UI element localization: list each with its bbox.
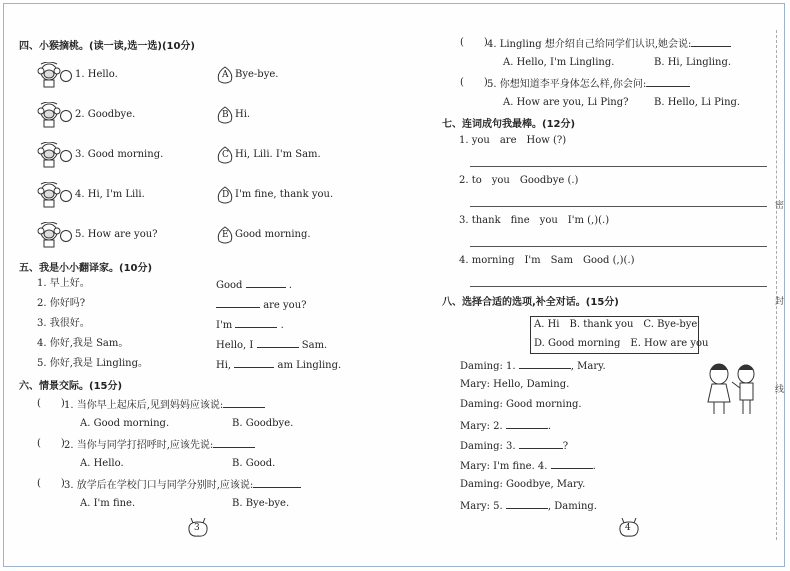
dialogue-text: Daming: 1. bbox=[460, 361, 516, 372]
answer-suffix: are you? bbox=[263, 300, 307, 311]
monkey-icon bbox=[37, 182, 61, 208]
translate-answer-row bbox=[216, 298, 307, 312]
dialogue-suffix: , Daming. bbox=[547, 501, 597, 512]
translate-question: 1. 早上好。 bbox=[37, 278, 90, 289]
answer-suffix: am Lingling. bbox=[277, 360, 342, 371]
dialogue-blank[interactable] bbox=[551, 459, 593, 469]
option-b[interactable]: B. Good. bbox=[232, 458, 276, 469]
option-a[interactable]: A. I'm fine. bbox=[80, 498, 136, 509]
situation-question bbox=[64, 438, 255, 452]
option-b[interactable]: B. Hi, Lingling. bbox=[654, 57, 732, 68]
answer-line[interactable] bbox=[470, 206, 767, 207]
seal-char-3: 线 bbox=[775, 385, 785, 395]
answer-circle[interactable] bbox=[60, 190, 72, 202]
answer-paren[interactable]: ( ) bbox=[37, 438, 65, 449]
option-b[interactable]: B. Goodbye. bbox=[232, 418, 294, 429]
option-a[interactable]: A. Good morning. bbox=[80, 418, 170, 429]
dialogue-line bbox=[460, 419, 551, 433]
option-a[interactable]: A. Hello, I'm Lingling. bbox=[503, 57, 615, 68]
section-7-title: 七、连词成句我最棒。(12分) bbox=[442, 119, 576, 130]
question-blank[interactable] bbox=[691, 37, 731, 47]
answer-paren[interactable]: ( ) bbox=[37, 398, 65, 409]
monkey-icon bbox=[37, 142, 61, 168]
answer-line[interactable] bbox=[470, 166, 767, 167]
options-row-2: D. Good morning E. How are you bbox=[534, 338, 709, 349]
dialogue-line bbox=[460, 359, 606, 373]
dialogue-text: Daming: 3. bbox=[460, 441, 516, 452]
children-illustration bbox=[702, 360, 764, 418]
section-4-title: 四、小猴摘桃。(读一读,选一选)(10分) bbox=[19, 41, 195, 52]
answer-paren[interactable]: ( ) bbox=[460, 77, 488, 88]
dialogue-text: Daming: Good morning. bbox=[460, 399, 582, 410]
translate-question: 4. 你好,我是 Sam。 bbox=[37, 338, 129, 349]
page-number-right: 4 bbox=[625, 523, 631, 533]
option-b[interactable]: B. Hello, Li Ping. bbox=[654, 97, 741, 108]
situation-question bbox=[487, 77, 690, 91]
match-answer: Good morning. bbox=[235, 229, 311, 240]
peach-letter: D bbox=[222, 190, 230, 200]
peach-letter: A bbox=[222, 70, 229, 80]
section-6-title: 六、情景交际。(15分) bbox=[19, 381, 123, 392]
translate-answer-row bbox=[216, 318, 284, 332]
answer-circle[interactable] bbox=[60, 110, 72, 122]
question-blank[interactable] bbox=[646, 77, 690, 87]
dialogue-blank[interactable] bbox=[519, 359, 571, 369]
option-b[interactable]: B. Bye-bye. bbox=[232, 498, 290, 509]
answer-suffix: Sam. bbox=[301, 340, 328, 351]
page-number-left: 3 bbox=[194, 523, 200, 533]
dialogue-suffix: ? bbox=[562, 441, 569, 452]
answer-prefix: Hello, I bbox=[216, 340, 254, 351]
dialogue-line bbox=[460, 499, 597, 513]
seal-line bbox=[776, 30, 777, 540]
dialogue-line bbox=[460, 399, 582, 411]
answer-prefix: I'm bbox=[216, 320, 233, 331]
word-order-item: 1. you are How (?) bbox=[459, 135, 567, 146]
match-answer: Hi. bbox=[235, 109, 251, 120]
dialogue-text: Mary: I'm fine. 4. bbox=[460, 461, 548, 472]
dialogue-line bbox=[460, 459, 596, 473]
section-8-title: 八、选择合适的选项,补全对话。(15分) bbox=[442, 297, 619, 308]
situation-question bbox=[487, 37, 731, 51]
dialogue-text: Daming: Goodbye, Mary. bbox=[460, 479, 586, 490]
dialogue-suffix: . bbox=[592, 461, 596, 472]
dialogue-blank[interactable] bbox=[506, 419, 548, 429]
translate-answer-row bbox=[216, 338, 327, 352]
peach-letter: B bbox=[222, 110, 229, 120]
monkey-icon bbox=[37, 102, 61, 128]
match-prompt: 1. Hello. bbox=[75, 69, 118, 80]
question-text: 1. 当你早上起床后,见到妈妈应该说: bbox=[64, 400, 224, 411]
translate-question: 3. 我很好。 bbox=[37, 318, 90, 329]
answer-circle[interactable] bbox=[60, 150, 72, 162]
answer-prefix: Good bbox=[216, 280, 243, 291]
match-answer: I'm fine, thank you. bbox=[235, 189, 334, 200]
word-order-item: 3. thank fine you I'm (,)(.) bbox=[459, 215, 610, 226]
translate-answer-row bbox=[216, 358, 341, 372]
dialogue-suffix: . bbox=[547, 421, 552, 432]
answer-blank[interactable] bbox=[246, 278, 286, 288]
dialogue-line bbox=[460, 379, 569, 391]
translate-question: 2. 你好吗? bbox=[37, 298, 86, 309]
options-row-1: A. Hi B. thank you C. Bye-bye bbox=[534, 319, 698, 330]
section-5-title: 五、我是小小翻译家。(10分) bbox=[19, 263, 153, 274]
question-blank[interactable] bbox=[253, 478, 301, 488]
match-answer: Bye-bye. bbox=[235, 69, 279, 80]
dialogue-text: Mary: Hello, Daming. bbox=[460, 379, 570, 390]
seal-char-1: 密 bbox=[775, 201, 785, 211]
answer-line[interactable] bbox=[470, 286, 767, 287]
translate-answer-row bbox=[216, 278, 292, 292]
translate-question: 5. 你好,我是 Lingling。 bbox=[37, 358, 148, 369]
dialogue-text: Mary: 2. bbox=[460, 421, 503, 432]
question-text: 2. 当你与同学打招呼时,应该先说: bbox=[64, 440, 214, 451]
question-blank[interactable] bbox=[213, 438, 255, 448]
peach-letter: E bbox=[222, 230, 229, 240]
match-prompt: 2. Goodbye. bbox=[75, 109, 136, 120]
match-answer: Hi, Lili. I'm Sam. bbox=[235, 149, 321, 160]
situation-question bbox=[64, 478, 301, 492]
answer-suffix: . bbox=[288, 280, 292, 291]
word-order-item: 4. morning I'm Sam Good (,)(.) bbox=[459, 255, 635, 266]
option-a[interactable]: A. How are you, Li Ping? bbox=[503, 97, 629, 108]
word-order-item: 2. to you Goodbye (.) bbox=[459, 175, 579, 186]
dialogue-blank[interactable] bbox=[519, 439, 563, 449]
answer-circle[interactable] bbox=[60, 230, 72, 242]
answer-line[interactable] bbox=[470, 246, 767, 247]
question-blank[interactable] bbox=[223, 398, 265, 408]
situation-question bbox=[64, 398, 265, 412]
answer-blank[interactable] bbox=[235, 318, 277, 328]
answer-paren[interactable]: ( ) bbox=[37, 478, 65, 489]
match-prompt: 3. Good morning. bbox=[75, 149, 164, 160]
dialogue-text: Mary: 5. bbox=[460, 501, 503, 512]
question-text: 5. 你想知道李平身体怎么样,你会问: bbox=[487, 79, 647, 90]
question-text: 4. Lingling 想介绍自己给同学们认识,她会说: bbox=[487, 39, 692, 50]
match-prompt: 4. Hi, I'm Lili. bbox=[75, 189, 145, 200]
dialogue-line bbox=[460, 439, 568, 453]
answer-circle[interactable] bbox=[60, 70, 72, 82]
answer-blank[interactable] bbox=[257, 338, 299, 348]
dialogue-line bbox=[460, 479, 585, 491]
answer-blank[interactable] bbox=[216, 298, 260, 308]
peach-letter: C bbox=[222, 150, 229, 160]
dialogue-suffix: , Mary. bbox=[570, 361, 606, 372]
seal-char-2: 封 bbox=[775, 297, 785, 307]
option-a[interactable]: A. Hello. bbox=[80, 458, 124, 469]
answer-suffix: . bbox=[280, 320, 284, 331]
monkey-icon bbox=[37, 222, 61, 248]
answer-prefix: Hi, bbox=[216, 360, 232, 371]
question-text: 3. 放学后在学校门口与同学分别时,应该说: bbox=[64, 480, 254, 491]
answer-blank[interactable] bbox=[234, 358, 274, 368]
dialogue-blank[interactable] bbox=[506, 499, 548, 509]
monkey-icon bbox=[37, 62, 61, 88]
answer-paren[interactable]: ( ) bbox=[460, 37, 488, 48]
match-prompt: 5. How are you? bbox=[75, 229, 158, 240]
